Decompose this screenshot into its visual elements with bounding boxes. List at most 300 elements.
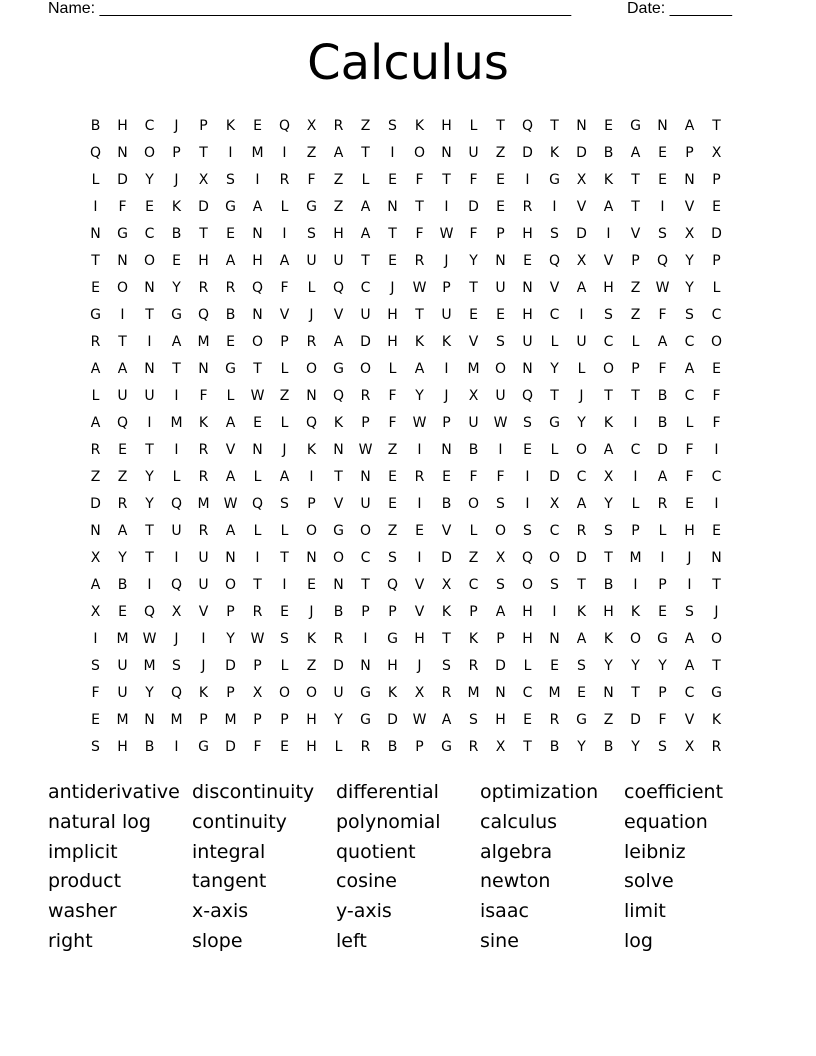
grid-letter[interactable]: R [414,252,425,269]
grid-letter[interactable]: A [117,522,128,539]
grid-letter[interactable]: G [306,198,317,215]
grid-letter[interactable]: G [171,306,182,323]
grid-letter[interactable]: O [359,522,372,539]
grid-letter[interactable]: C [144,225,155,242]
grid-letter[interactable]: W [439,225,454,242]
grid-letter[interactable]: Y [172,279,181,296]
grid-letter[interactable]: Y [415,387,424,404]
grid-letter[interactable]: W [223,495,238,512]
grid-letter[interactable]: N [360,468,371,485]
grid-letter[interactable]: N [198,360,209,377]
grid-letter[interactable]: N [387,198,398,215]
grid-letter[interactable]: J [687,549,692,566]
name-field[interactable]: Name: _____________________________________________________ [48,0,572,17]
grid-letter[interactable]: F [685,441,694,458]
grid-letter[interactable]: F [91,684,100,701]
grid-letter[interactable]: B [117,576,128,593]
grid-letter[interactable]: D [576,549,587,566]
grid-letter[interactable]: R [198,468,209,485]
grid-letter[interactable]: K [387,684,398,701]
grid-letter[interactable]: E [496,198,505,215]
grid-letter[interactable]: N [576,117,587,134]
grid-letter[interactable]: R [711,738,722,755]
grid-letter[interactable]: I [174,441,179,458]
grid-letter[interactable]: I [282,225,287,242]
grid-letter[interactable]: U [468,414,479,431]
grid-letter[interactable]: S [172,657,181,674]
grid-letter[interactable]: A [225,522,236,539]
grid-letter[interactable]: T [280,549,289,566]
grid-letter[interactable]: Y [577,738,586,755]
grid-letter[interactable]: O [521,576,534,593]
grid-letter[interactable]: M [467,684,480,701]
grid-letter[interactable]: I [255,171,260,188]
grid-letter[interactable]: G [657,630,668,647]
grid-letter[interactable]: O [494,522,507,539]
grid-letter[interactable]: Q [251,279,264,296]
grid-letter[interactable]: X [603,468,614,485]
grid-letter[interactable]: K [576,603,587,620]
grid-letter[interactable]: V [198,603,209,620]
grid-letter[interactable]: H [333,225,344,242]
grid-letter[interactable]: B [549,738,560,755]
grid-letter[interactable]: U [171,522,182,539]
grid-letter[interactable]: E [712,522,721,539]
grid-letter[interactable]: V [468,333,479,350]
grid-letter[interactable]: J [579,387,584,404]
grid-letter[interactable]: A [252,198,263,215]
grid-letter[interactable]: E [307,576,316,593]
grid-letter[interactable]: L [280,657,289,674]
grid-letter[interactable]: A [684,630,695,647]
grid-letter[interactable]: J [201,657,206,674]
grid-letter[interactable]: Y [145,495,154,512]
grid-letter[interactable]: I [444,360,449,377]
grid-letter[interactable]: M [467,360,480,377]
grid-letter[interactable]: O [143,144,156,161]
grid-letter[interactable]: P [226,684,235,701]
grid-letter[interactable]: N [441,144,452,161]
grid-letter[interactable]: L [91,387,100,404]
grid-letter[interactable]: T [712,657,721,674]
grid-letter[interactable]: S [604,522,613,539]
grid-letter[interactable]: B [144,738,155,755]
grid-letter[interactable]: H [387,657,398,674]
grid-letter[interactable]: C [549,306,560,323]
grid-letter[interactable]: P [685,144,694,161]
grid-letter[interactable]: U [144,387,155,404]
grid-letter[interactable]: P [280,333,289,350]
grid-letter[interactable]: X [468,387,479,404]
grid-letter[interactable]: E [523,441,532,458]
grid-letter[interactable]: C [711,306,722,323]
grid-letter[interactable]: A [279,252,290,269]
grid-letter[interactable]: X [414,684,425,701]
grid-letter[interactable]: L [550,441,559,458]
grid-letter[interactable]: Z [117,468,128,485]
grid-letter[interactable]: T [199,225,208,242]
grid-letter[interactable]: V [225,441,236,458]
grid-letter[interactable]: S [496,333,505,350]
grid-letter[interactable]: N [333,441,344,458]
grid-letter[interactable]: H [198,252,209,269]
grid-letter[interactable]: F [280,279,289,296]
grid-letter[interactable]: I [309,468,314,485]
grid-letter[interactable]: E [226,225,235,242]
grid-letter[interactable]: O [116,279,129,296]
grid-letter[interactable]: Q [521,549,534,566]
grid-letter[interactable]: I [390,144,395,161]
grid-letter[interactable]: T [415,198,424,215]
grid-letter[interactable]: E [658,603,667,620]
grid-letter[interactable]: Y [118,549,127,566]
grid-letter[interactable]: L [631,333,640,350]
grid-letter[interactable]: I [579,306,584,323]
grid-letter[interactable]: S [91,657,100,674]
grid-letter[interactable]: V [576,198,587,215]
grid-letter[interactable]: Z [306,144,317,161]
grid-letter[interactable]: W [493,414,508,431]
grid-letter[interactable]: P [469,603,478,620]
grid-letter[interactable]: L [280,360,289,377]
grid-letter[interactable]: J [309,603,314,620]
grid-letter[interactable]: E [118,441,127,458]
grid-letter[interactable]: B [603,738,614,755]
grid-letter[interactable]: S [91,738,100,755]
grid-letter[interactable]: Z [90,468,101,485]
grid-letter[interactable]: N [657,117,668,134]
grid-letter[interactable]: T [631,171,640,188]
grid-letter[interactable]: I [174,738,179,755]
grid-letter[interactable]: D [576,144,587,161]
grid-letter[interactable]: H [117,117,128,134]
grid-letter[interactable]: X [576,252,587,269]
grid-letter[interactable]: D [441,549,452,566]
grid-letter[interactable]: Q [170,684,183,701]
grid-letter[interactable]: T [253,576,262,593]
grid-letter[interactable]: G [549,414,560,431]
grid-letter[interactable]: J [714,603,719,620]
grid-letter[interactable]: R [333,630,344,647]
grid-letter[interactable]: L [631,495,640,512]
grid-letter[interactable]: P [226,603,235,620]
grid-letter[interactable]: N [684,171,695,188]
date-field[interactable]: Date: _______ [627,0,732,17]
grid-letter[interactable]: I [147,414,152,431]
grid-letter[interactable]: T [496,117,505,134]
grid-letter[interactable]: Q [656,252,669,269]
grid-letter[interactable]: T [118,333,127,350]
grid-letter[interactable]: X [684,225,695,242]
grid-letter[interactable]: F [712,414,721,431]
grid-letter[interactable]: A [603,441,614,458]
grid-letter[interactable]: S [604,306,613,323]
grid-letter[interactable]: B [90,117,101,134]
grid-letter[interactable]: G [630,117,641,134]
grid-letter[interactable]: U [333,684,344,701]
grid-letter[interactable]: D [333,657,344,674]
grid-letter[interactable]: W [412,711,427,728]
grid-letter[interactable]: R [468,657,479,674]
grid-letter[interactable]: F [388,387,397,404]
grid-letter[interactable]: R [522,198,533,215]
grid-letter[interactable]: L [469,117,478,134]
grid-letter[interactable]: E [685,495,694,512]
grid-letter[interactable]: L [307,279,316,296]
grid-letter[interactable]: P [631,522,640,539]
grid-letter[interactable]: I [552,603,557,620]
grid-letter[interactable]: Q [332,387,345,404]
grid-letter[interactable]: M [170,414,183,431]
grid-letter[interactable]: T [253,360,262,377]
grid-letter[interactable]: I [498,441,503,458]
grid-letter[interactable]: O [359,360,372,377]
grid-letter[interactable]: E [172,252,181,269]
grid-letter[interactable]: N [360,657,371,674]
grid-letter[interactable]: Q [89,144,102,161]
grid-letter[interactable]: E [91,279,100,296]
grid-letter[interactable]: J [174,171,179,188]
grid-letter[interactable]: E [469,306,478,323]
grid-letter[interactable]: B [441,495,452,512]
grid-letter[interactable]: O [143,252,156,269]
grid-letter[interactable]: L [712,279,721,296]
grid-letter[interactable]: P [172,144,181,161]
grid-letter[interactable]: Z [387,522,398,539]
grid-letter[interactable]: Z [360,117,371,134]
grid-letter[interactable]: Q [548,252,561,269]
grid-letter[interactable]: B [387,738,398,755]
grid-letter[interactable]: S [280,630,289,647]
grid-letter[interactable]: M [197,495,210,512]
grid-letter[interactable]: X [306,117,317,134]
grid-letter[interactable]: S [550,576,559,593]
grid-letter[interactable]: H [495,711,506,728]
grid-letter[interactable]: S [523,522,532,539]
grid-letter[interactable]: E [712,360,721,377]
grid-letter[interactable]: U [495,279,506,296]
grid-letter[interactable]: C [603,333,614,350]
grid-letter[interactable]: A [360,198,371,215]
grid-letter[interactable]: S [523,414,532,431]
grid-letter[interactable]: F [469,171,478,188]
grid-letter[interactable]: J [282,441,287,458]
grid-letter[interactable]: A [657,468,668,485]
grid-letter[interactable]: L [91,171,100,188]
grid-letter[interactable]: E [226,333,235,350]
grid-letter[interactable]: G [711,684,722,701]
grid-letter[interactable]: D [225,657,236,674]
grid-letter[interactable]: A [90,360,101,377]
grid-letter[interactable]: N [144,360,155,377]
grid-letter[interactable]: O [305,684,318,701]
grid-letter[interactable]: T [172,360,181,377]
grid-letter[interactable]: A [630,144,641,161]
grid-letter[interactable]: A [225,468,236,485]
grid-letter[interactable]: V [414,603,425,620]
grid-letter[interactable]: L [172,468,181,485]
grid-letter[interactable]: N [117,144,128,161]
grid-letter[interactable]: U [360,306,371,323]
grid-letter[interactable]: X [441,576,452,593]
grid-letter[interactable]: U [468,144,479,161]
grid-letter[interactable]: P [631,360,640,377]
grid-letter[interactable]: T [712,576,721,593]
grid-letter[interactable]: A [576,630,587,647]
grid-letter[interactable]: F [118,198,127,215]
grid-letter[interactable]: Z [630,279,641,296]
grid-letter[interactable]: E [496,171,505,188]
grid-letter[interactable]: G [225,360,236,377]
grid-letter[interactable]: O [467,495,480,512]
grid-letter[interactable]: L [658,522,667,539]
grid-letter[interactable]: G [387,630,398,647]
grid-letter[interactable]: V [549,279,560,296]
grid-letter[interactable]: E [253,414,262,431]
grid-letter[interactable]: N [90,522,101,539]
grid-letter[interactable]: D [387,711,398,728]
grid-letter[interactable]: I [120,306,125,323]
grid-letter[interactable]: P [442,414,451,431]
grid-letter[interactable]: C [549,522,560,539]
grid-letter[interactable]: U [117,657,128,674]
grid-letter[interactable]: Y [145,468,154,485]
grid-letter[interactable]: J [444,252,449,269]
grid-letter[interactable]: I [228,144,233,161]
grid-letter[interactable]: I [660,549,665,566]
grid-letter[interactable]: N [306,387,317,404]
grid-letter[interactable]: Y [145,684,154,701]
grid-letter[interactable]: C [360,279,371,296]
grid-letter[interactable]: N [252,225,263,242]
grid-letter[interactable]: S [280,495,289,512]
grid-letter[interactable]: T [523,738,532,755]
grid-letter[interactable]: R [360,387,371,404]
grid-letter[interactable]: U [117,387,128,404]
grid-letter[interactable]: R [468,738,479,755]
grid-letter[interactable]: A [225,252,236,269]
grid-letter[interactable]: M [629,549,642,566]
grid-letter[interactable]: E [253,117,262,134]
grid-letter[interactable]: W [250,630,265,647]
grid-letter[interactable]: D [468,198,479,215]
grid-letter[interactable]: I [660,198,665,215]
grid-letter[interactable]: F [658,711,667,728]
grid-letter[interactable]: N [495,684,506,701]
grid-letter[interactable]: V [279,306,290,323]
grid-letter[interactable]: C [144,117,155,134]
grid-letter[interactable]: R [252,603,263,620]
grid-letter[interactable]: Z [333,171,344,188]
grid-letter[interactable]: I [714,495,719,512]
grid-letter[interactable]: V [630,225,641,242]
grid-letter[interactable]: E [280,738,289,755]
grid-letter[interactable]: I [174,549,179,566]
grid-letter[interactable]: K [549,144,560,161]
grid-letter[interactable]: B [603,576,614,593]
grid-letter[interactable]: N [549,630,560,647]
grid-letter[interactable]: Y [334,711,343,728]
grid-letter[interactable]: C [630,441,641,458]
grid-letter[interactable]: Q [278,117,291,134]
grid-letter[interactable]: X [549,495,560,512]
grid-letter[interactable]: O [575,441,588,458]
grid-letter[interactable]: Q [521,117,534,134]
grid-letter[interactable]: O [305,522,318,539]
grid-letter[interactable]: E [604,117,613,134]
grid-letter[interactable]: E [118,603,127,620]
grid-letter[interactable]: I [525,468,530,485]
grid-letter[interactable]: L [280,414,289,431]
grid-letter[interactable]: U [441,306,452,323]
grid-letter[interactable]: T [361,252,370,269]
grid-letter[interactable]: C [684,684,695,701]
grid-letter[interactable]: S [469,711,478,728]
grid-letter[interactable]: O [224,576,237,593]
grid-letter[interactable]: S [226,171,235,188]
grid-letter[interactable]: P [712,171,721,188]
grid-letter[interactable]: U [333,252,344,269]
grid-letter[interactable]: P [361,603,370,620]
grid-letter[interactable]: A [360,225,371,242]
grid-letter[interactable]: Q [386,576,399,593]
grid-letter[interactable]: M [143,657,156,674]
grid-letter[interactable]: I [633,576,638,593]
grid-letter[interactable]: P [280,711,289,728]
grid-letter[interactable]: T [631,387,640,404]
grid-letter[interactable]: A [117,360,128,377]
grid-letter[interactable]: X [711,144,722,161]
grid-letter[interactable]: P [253,711,262,728]
grid-letter[interactable]: T [388,225,397,242]
grid-letter[interactable]: U [198,549,209,566]
grid-letter[interactable]: M [116,711,129,728]
grid-letter[interactable]: F [496,468,505,485]
grid-letter[interactable]: P [199,711,208,728]
grid-letter[interactable]: T [145,522,154,539]
grid-letter[interactable]: U [198,576,209,593]
grid-letter[interactable]: R [333,117,344,134]
grid-letter[interactable]: Y [550,360,559,377]
grid-letter[interactable]: I [444,198,449,215]
grid-letter[interactable]: V [333,306,344,323]
grid-letter[interactable]: X [198,171,209,188]
grid-letter[interactable]: H [387,333,398,350]
grid-letter[interactable]: A [90,576,101,593]
grid-letter[interactable]: I [174,387,179,404]
grid-letter[interactable]: O [629,630,642,647]
grid-letter[interactable]: I [255,549,260,566]
grid-letter[interactable]: H [414,630,425,647]
grid-letter[interactable]: D [522,144,533,161]
grid-letter[interactable]: X [252,684,263,701]
grid-letter[interactable]: P [199,117,208,134]
grid-letter[interactable]: F [469,225,478,242]
grid-letter[interactable]: R [360,738,371,755]
grid-letter[interactable]: U [576,333,587,350]
grid-letter[interactable]: C [684,387,695,404]
grid-letter[interactable]: M [548,684,561,701]
grid-letter[interactable]: N [144,711,155,728]
grid-letter[interactable]: H [522,630,533,647]
grid-letter[interactable]: J [174,630,179,647]
grid-letter[interactable]: L [253,468,262,485]
grid-letter[interactable]: Q [143,603,156,620]
grid-letter[interactable]: I [363,630,368,647]
grid-letter[interactable]: B [468,441,479,458]
grid-letter[interactable]: T [334,468,343,485]
grid-letter[interactable]: A [171,333,182,350]
